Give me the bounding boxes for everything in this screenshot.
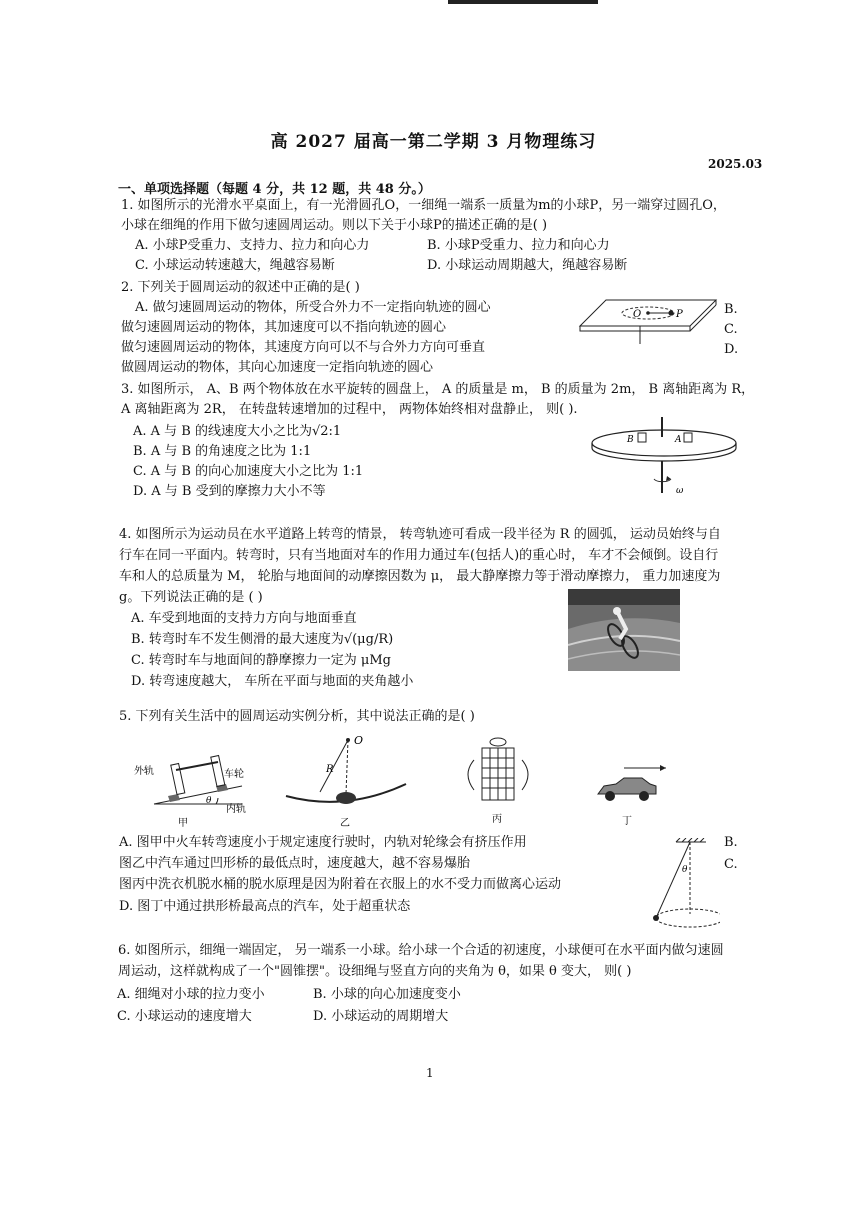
section-heading: 一、单项选择题（每题 4 分，共 12 题，共 48 分。） — [118, 182, 431, 197]
q1-table-figure — [578, 296, 718, 348]
q5-fig-inner: 内轨 — [226, 804, 246, 815]
q4-stem-line4: g。下列说法正确的是 ( ) — [119, 590, 263, 605]
q1-stem-line1: 1. 如图所示的光滑水平桌面上，有一光滑圆孔O，一细绳一端系一质量为m的小球P，另一端穿过圆孔O， — [121, 198, 726, 213]
q5-option-c: 图丙中洗衣机脱水桶的脱水原理是因为附着在衣服上的水不受力而做离心运动 — [119, 877, 562, 892]
q2-mark-b: B. — [724, 302, 738, 317]
q5-figure-ding — [594, 756, 674, 828]
q6-option-b: B. 小球的向心加速度变小 — [313, 987, 461, 1002]
q2-mark-d: D. — [724, 342, 739, 357]
q5-figure-jia — [132, 740, 250, 828]
q4-option-c: C. 转弯时车与地面间的静摩擦力一定为 μMg — [131, 653, 391, 668]
q5-fig-r: R — [326, 764, 334, 775]
q2-option-d: 做圆周运动的物体，其向心加速度一定指向轨迹的圆心 — [121, 360, 434, 375]
q4-cyclist-photo — [568, 589, 680, 671]
q6-option-a: A. 细绳对小球的拉力变小 — [117, 987, 265, 1002]
q5-stem: 5. 下列有关生活中的圆周运动实例分析，其中说法正确的是( ) — [119, 709, 475, 724]
q5-fig-wheel: 车轮 — [224, 769, 244, 780]
q3-fig-b: B — [627, 435, 634, 445]
q5-label-ding: 丁 — [622, 816, 632, 827]
q4-option-d: D. 转弯速度越大， 车所在平面与地面的夹角越小 — [131, 674, 414, 689]
q2-option-a: A. 做匀速圆周运动的物体，所受合外力不一定指向轨迹的圆心 — [135, 300, 491, 315]
q1-option-a: A. 小球P受重力、支持力、拉力和向心力 — [135, 238, 370, 253]
q3-disk-figure — [588, 415, 748, 497]
q5-figure-bing — [454, 730, 542, 828]
q3-option-b: B. A 与 B 的角速度之比为 1:1 — [133, 444, 312, 459]
q1-fig-o: O — [633, 309, 642, 320]
q5-figure-yi — [280, 730, 412, 828]
q4-option-b: B. 转弯时车不发生侧滑的最大速度为√(μg/R) — [131, 632, 394, 647]
q3-option-c: C. A 与 B 的向心加速度大小之比为 1:1 — [133, 464, 364, 479]
q2-mark-c: C. — [724, 322, 738, 337]
q1-fig-p: P — [676, 309, 683, 320]
q6-option-c: C. 小球运动的速度增大 — [117, 1009, 252, 1024]
q6-stem-line2: 周运动，这样就构成了一个"圆锥摆"。设细绳与竖直方向的夹角为 θ，如果 θ 变大， 则( ) — [118, 964, 632, 979]
q6-option-d: D. 小球运动的周期增大 — [313, 1009, 449, 1024]
q2-option-c: 做匀速圆周运动的物体，其速度方向可以不与合外力方向可垂直 — [121, 340, 486, 355]
q2-option-b: 做匀速圆周运动的物体，其加速度可以不指向轨迹的圆心 — [121, 320, 447, 335]
q3-stem-line1: 3. 如图所示， A、B 两个物体放在水平旋转的圆盘上， A 的质量是 m， B 的质量为 2m， B 离轴距离为 R， — [121, 382, 755, 397]
q1-option-c: C. 小球运动转速越大，绳越容易断 — [135, 258, 335, 273]
q5-mark-c: C. — [724, 857, 738, 872]
q1-option-b: B. 小球P受重力、拉力和向心力 — [427, 238, 610, 253]
q4-option-a: A. 车受到地面的支持力方向与地面垂直 — [131, 611, 357, 626]
q1-option-d: D. 小球运动周期越大，绳越容易断 — [427, 258, 628, 273]
q3-fig-omega: ω — [676, 486, 684, 496]
q6-pendulum-figure — [640, 838, 720, 938]
q6-stem-line1: 6. 如图所示，细绳一端固定， 另一端系一小球。给小球一个合适的初速度，小球便可在水平面内做匀速圆 — [118, 943, 724, 958]
q5-fig-theta: θ — [206, 796, 212, 806]
q5-mark-b: B. — [724, 835, 738, 850]
q4-stem-line3: 车和人的总质量为 M， 轮胎与地面间的动摩擦因数为 μ， 最大静摩擦力等于滑动摩擦力， 重力加速度为 — [119, 569, 721, 584]
q5-label-bing: 丙 — [492, 814, 502, 825]
page-number: 1 — [426, 1066, 434, 1080]
q5-fig-outer: 外轨 — [134, 766, 154, 777]
page-title: 高 2027 届高一第二学期 3 月物理练习 — [270, 132, 597, 152]
q5-fig-o: O — [354, 734, 364, 747]
q5-option-b: 图乙中汽车通过凹形桥的最低点时，速度越大，越不容易爆胎 — [119, 856, 471, 871]
top-scan-bar — [448, 0, 598, 4]
q3-stem-line2: A 离轴距离为 2R， 在转盘转速增加的过程中， 两物体始终相对盘静止， 则( ). — [121, 402, 578, 417]
q5-option-d: D. 图丁中通过拱形桥最高点的汽车，处于超重状态 — [119, 899, 411, 914]
q3-fig-a: A — [675, 435, 682, 445]
date-label: 2025.03 — [708, 157, 763, 171]
q6-fig-theta: θ — [682, 865, 688, 875]
q5-label-jia: 甲 — [178, 818, 188, 828]
q4-stem-line1: 4. 如图所示为运动员在水平道路上转弯的情景， 转弯轨迹可看成一段半径为 R 的圆弧， 运动员始终与自 — [119, 527, 721, 542]
q4-stem-line2: 行车在同一平面内。转弯时，只有当地面对车的作用力通过车(包括人)的重心时， 车才不会倾倒。设自行 — [119, 548, 719, 563]
q1-stem-line2: 小球在细绳的作用下做匀速圆周运动。则以下关于小球P的描述正确的是( ) — [121, 218, 548, 233]
q3-option-a: A. A 与 B 的线速度大小之比为√2:1 — [133, 424, 342, 439]
q2-stem: 2. 下列关于圆周运动的叙述中正确的是( ) — [121, 280, 360, 295]
q3-option-d: D. A 与 B 受到的摩擦力大小不等 — [133, 484, 326, 499]
q5-label-yi: 乙 — [340, 818, 350, 828]
q5-option-a: A. 图甲中火车转弯速度小于规定速度行驶时，内轨对轮缘会有挤压作用 — [119, 835, 527, 850]
